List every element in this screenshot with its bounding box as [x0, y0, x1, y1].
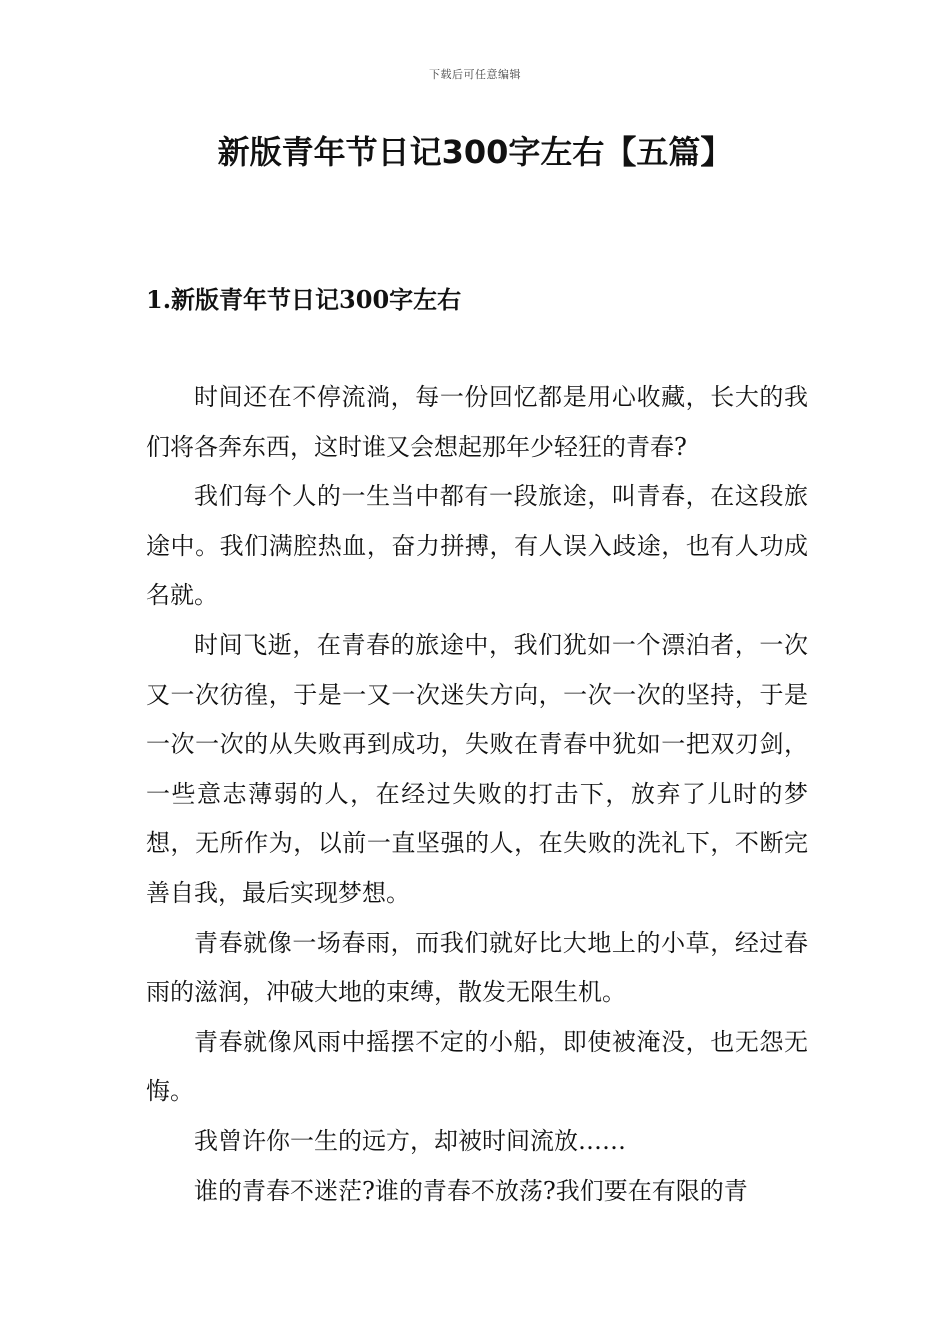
- paragraph: 青春就像一场春雨，而我们就好比大地上的小草，经过春雨的滋润，冲破大地的束缚，散发无限生机。: [146, 928, 808, 1007]
- paragraph: 我们每个人的一生当中都有一段旅途，叫青春，在这段旅途中。我们满腔热血，奋力拼搏，有人误入歧途，也有人功成名就。: [146, 482, 808, 610]
- section-heading: 1.新版青年节日记300字左右: [146, 285, 462, 314]
- body-text: [146, 373, 808, 1216]
- document-title: 新版青年节日记300字左右【五篇】: [217, 133, 733, 171]
- paragraph: 时间飞逝，在青春的旅途中，我们犹如一个漂泊者，一次又一次彷徨，于是一又一次迷失方向，一次一次的坚持，于是一次一次的从失败再到成功，失败在青春中犹如一把双刃剑，一些意志薄弱的人，在经过失败的打击下，放弃了儿时的梦想，无所作为，以前一直坚强的人，在失败的洗礼下，不断完善自我，最后实现梦想。: [146, 630, 808, 907]
- paragraph: 青春就像风雨中摇摆不定的小船，即使被淹没，也无怨无悔。: [146, 1027, 808, 1106]
- paragraph: 我曾许你一生的远方，却被时间流放……: [194, 1126, 626, 1155]
- paragraph: 谁的青春不迷茫?谁的青春不放荡?我们要在有限的青: [194, 1176, 748, 1205]
- header-note: 下载后可任意编辑: [429, 68, 521, 81]
- paragraph: 时间还在不停流淌，每一份回忆都是用心收藏，长大的我们将各奔东西，这时谁又会想起那年少轻狂的青春?: [146, 383, 808, 461]
